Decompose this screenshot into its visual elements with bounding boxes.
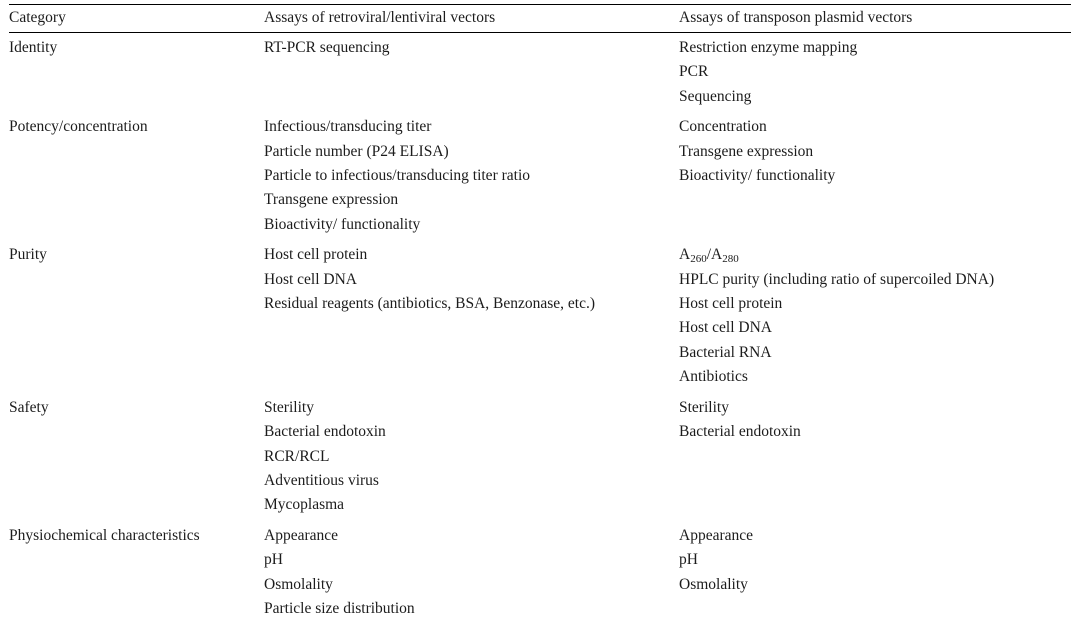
text-segment: Antibiotics bbox=[679, 368, 748, 386]
retroviral-assays-cell bbox=[264, 393, 679, 521]
text-segment: Mycoplasma bbox=[264, 496, 345, 514]
text-segment: Bacterial endotoxin bbox=[679, 423, 801, 441]
assay-item bbox=[679, 365, 1065, 389]
table-row bbox=[9, 521, 1071, 617]
text-segment: Host cell DNA bbox=[679, 319, 772, 337]
assay-item bbox=[264, 396, 673, 420]
assay-item bbox=[679, 341, 1065, 365]
assay-item bbox=[264, 268, 673, 292]
category-cell bbox=[9, 240, 264, 392]
assay-item bbox=[679, 524, 1065, 548]
table-header bbox=[9, 5, 1071, 33]
text-segment: Bioactivity/ functionality bbox=[264, 215, 421, 233]
text-segment: pH bbox=[264, 551, 283, 569]
retroviral-assays-cell bbox=[264, 240, 679, 392]
text-segment: Transgene expression bbox=[264, 191, 399, 209]
text-segment: Potency/concentration bbox=[9, 118, 148, 136]
text-segment: Physiochemical characteristics bbox=[9, 526, 200, 544]
text-segment: Sterility bbox=[679, 398, 729, 416]
category-label bbox=[9, 115, 258, 139]
category-label bbox=[9, 396, 258, 420]
text-segment: Host cell DNA bbox=[264, 270, 357, 288]
assay-item bbox=[679, 420, 1065, 444]
text-segment: Osmolality bbox=[679, 575, 748, 593]
assay-item bbox=[264, 213, 673, 237]
transposon-assays-cell bbox=[679, 112, 1071, 240]
text-segment: Transgene expression bbox=[679, 142, 814, 160]
assay-item bbox=[679, 396, 1065, 420]
assay-item bbox=[679, 164, 1065, 188]
table-row bbox=[9, 33, 1071, 113]
table-row bbox=[9, 112, 1071, 240]
text-segment: Bacterial endotoxin bbox=[264, 423, 386, 441]
assay-item bbox=[264, 420, 673, 444]
text-segment: Osmolality bbox=[264, 575, 333, 593]
assay-item bbox=[264, 597, 673, 617]
text-segment: RCR/RCL bbox=[264, 447, 330, 465]
assay-item bbox=[264, 524, 673, 548]
category-cell bbox=[9, 393, 264, 521]
header-row bbox=[9, 5, 1071, 33]
text-segment: Adventitious virus bbox=[264, 471, 379, 489]
category-cell bbox=[9, 112, 264, 240]
text-segment: Appearance bbox=[679, 526, 754, 544]
text-segment: Sterility bbox=[264, 398, 314, 416]
assay-item bbox=[679, 85, 1065, 109]
assay-item bbox=[679, 243, 1065, 267]
text-segment: Particle to infectious/transducing titer ratio bbox=[264, 167, 531, 185]
subscript-text: 280 bbox=[722, 253, 739, 266]
retroviral-assays-cell bbox=[264, 112, 679, 240]
text-segment: Particle size distribution bbox=[264, 599, 415, 617]
table-row bbox=[9, 393, 1071, 521]
text-segment: Concentration bbox=[679, 118, 767, 136]
text-segment: Host cell protein bbox=[679, 295, 783, 313]
assay-item bbox=[679, 60, 1065, 84]
transposon-assays-cell bbox=[679, 393, 1071, 521]
transposon-assays-cell bbox=[679, 240, 1071, 392]
category-label bbox=[9, 243, 258, 267]
retroviral-assays-cell bbox=[264, 521, 679, 617]
assay-item bbox=[264, 140, 673, 164]
transposon-assays-cell bbox=[679, 521, 1071, 617]
retroviral-assays-cell bbox=[264, 33, 679, 113]
text-segment: A bbox=[679, 246, 691, 264]
column-header-category: Category bbox=[9, 5, 264, 33]
qc-assays-table bbox=[9, 4, 1071, 617]
category-label bbox=[9, 36, 258, 60]
text-segment: HPLC purity (including ratio of supercoiled DNA) bbox=[679, 270, 995, 288]
text-segment: Purity bbox=[9, 246, 47, 264]
assay-item bbox=[679, 268, 1065, 292]
assay-item bbox=[679, 316, 1065, 340]
text-segment: /A bbox=[706, 246, 723, 264]
text-segment: Residual reagents (antibiotics, BSA, Benzonase, etc.) bbox=[264, 295, 596, 313]
assay-item bbox=[264, 243, 673, 267]
text-segment: Sequencing bbox=[679, 87, 752, 105]
assay-item bbox=[679, 292, 1065, 316]
assay-item bbox=[679, 573, 1065, 597]
assay-item bbox=[264, 573, 673, 597]
text-segment: Bioactivity/ functionality bbox=[679, 167, 836, 185]
text-segment: PCR bbox=[679, 63, 709, 81]
column-header-transposon-assays: Assays of transposon plasmid vectors bbox=[679, 5, 1071, 33]
assay-item bbox=[264, 292, 673, 316]
text-segment: Infectious/transducing titer bbox=[264, 118, 432, 136]
category-label bbox=[9, 524, 258, 548]
text-segment: pH bbox=[679, 551, 698, 569]
assay-item bbox=[264, 493, 673, 517]
assay-item bbox=[679, 36, 1065, 60]
text-segment: Restriction enzyme mapping bbox=[679, 39, 858, 56]
assay-item bbox=[264, 188, 673, 212]
text-segment: Bacterial RNA bbox=[679, 343, 772, 361]
column-header-retroviral-assays: Assays of retroviral/lentiviral vectors bbox=[264, 5, 679, 33]
assay-item bbox=[264, 36, 673, 60]
assay-item bbox=[264, 115, 673, 139]
transposon-assays-cell bbox=[679, 33, 1071, 113]
text-segment: Identity bbox=[9, 39, 58, 56]
assay-item bbox=[264, 469, 673, 493]
assay-item bbox=[264, 164, 673, 188]
text-segment: RT-PCR sequencing bbox=[264, 39, 390, 56]
text-segment: Host cell protein bbox=[264, 246, 368, 264]
assay-item bbox=[679, 115, 1065, 139]
text-segment: Particle number (P24 ELISA) bbox=[264, 142, 449, 160]
text-segment: Appearance bbox=[264, 526, 339, 544]
category-cell bbox=[9, 521, 264, 617]
assay-item bbox=[679, 548, 1065, 572]
assay-item bbox=[264, 548, 673, 572]
assay-item bbox=[264, 445, 673, 469]
subscript-text: 260 bbox=[690, 253, 707, 266]
category-cell bbox=[9, 33, 264, 113]
table-row bbox=[9, 240, 1071, 392]
assay-item bbox=[679, 140, 1065, 164]
text-segment: Safety bbox=[9, 398, 49, 416]
table-body bbox=[9, 33, 1071, 617]
